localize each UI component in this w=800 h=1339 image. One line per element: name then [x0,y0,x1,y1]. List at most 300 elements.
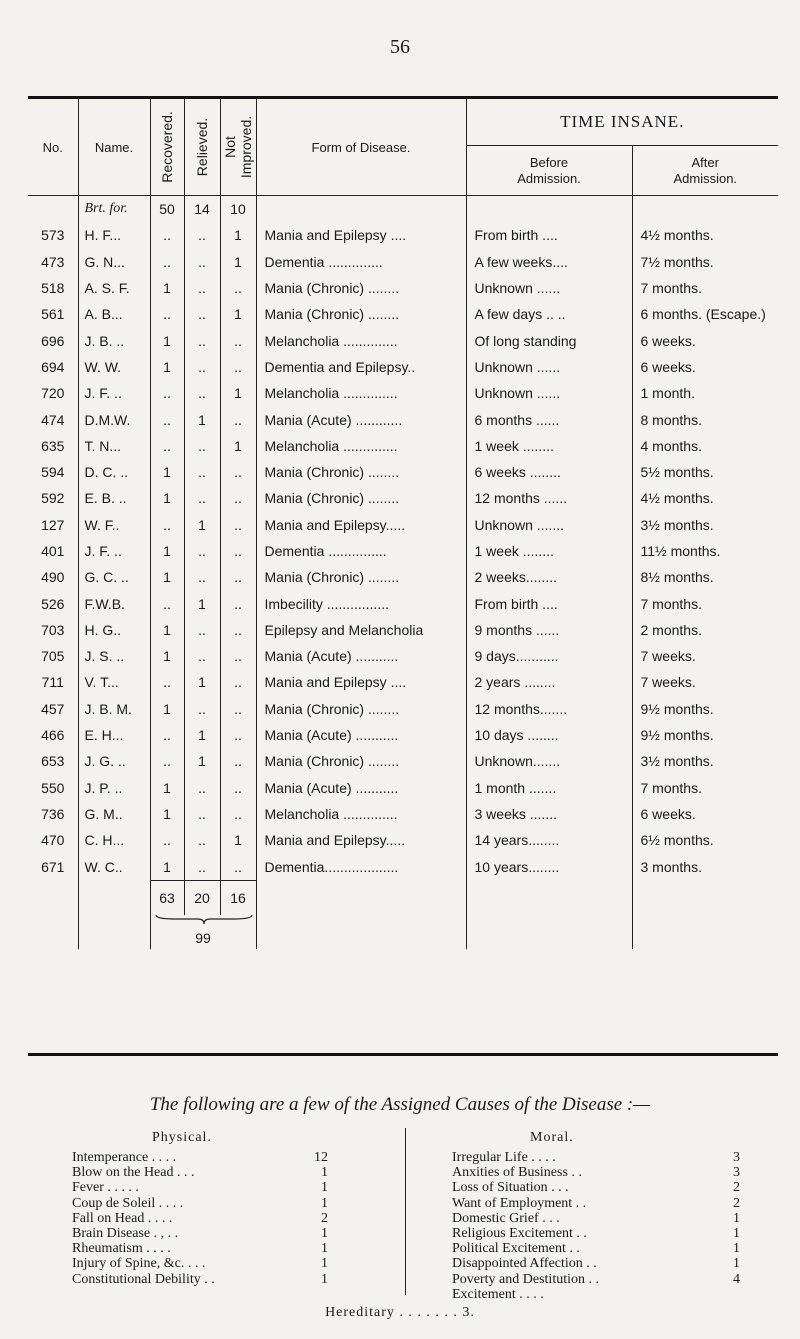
table-row [28,590,778,616]
cause-item [452,1226,750,1241]
row-before-admission: 1 week ........ [466,538,632,564]
row-number: 653 [41,753,65,770]
header-relieved: Relieved. [184,99,220,196]
row-form-of-disease: Imbecility ................ [256,590,466,616]
row-relieved: 1 [184,669,220,695]
row-form-of-disease: Melancholia .............. [256,380,466,406]
row-name: J. B. .. [78,327,150,353]
header-no: No. [28,99,78,196]
cause-count: 4 [733,1271,740,1287]
cause-item [72,1180,362,1195]
row-recovered: .. [150,222,184,248]
table-row [28,538,778,564]
row-after-admission: 8 months. [632,406,778,432]
header-before-admission: Before Admission. [466,146,632,196]
row-number: 694 [41,358,65,375]
row-not-improved: .. [220,748,256,774]
row-relieved: 1 [184,722,220,748]
row-recovered: 1 [150,643,184,669]
row-before-admission: From birth .... [466,222,632,248]
cause-item [452,1256,750,1271]
row-name: G. N... [78,249,150,275]
brought-forward-not-improved: 10 [220,196,256,223]
cause-name: Anxities of Business . . [452,1165,582,1181]
row-after-admission: 6 weeks. [632,327,778,353]
row-relieved: .. [184,301,220,327]
row-not-improved: .. [220,538,256,564]
row-not-improved: .. [220,669,256,695]
row-after-admission: 6 weeks. [632,354,778,380]
row-not-improved: .. [220,512,256,538]
cause-name: Domestic Grief . . . [452,1210,560,1226]
cause-item [72,1165,362,1180]
row-not-improved: .. [220,275,256,301]
row-before-admission: 9 months ...... [466,617,632,643]
row-form-of-disease: Dementia................... [256,853,466,880]
totals-row [28,880,778,915]
table-row [28,722,778,748]
row-number: 573 [41,227,65,244]
row-before-admission: Unknown ...... [466,354,632,380]
row-before-admission: 6 weeks ........ [466,459,632,485]
row-after-admission: 9½ months. [632,722,778,748]
header-recovered: Recovered. [150,99,184,196]
row-name: J. P. .. [78,775,150,801]
cause-item [452,1180,750,1195]
cause-name: Want of Employment . . [452,1195,587,1211]
cause-count: 1 [321,1180,328,1196]
cause-item [72,1226,362,1241]
brought-forward-label: Brt. for. [78,196,150,223]
row-form-of-disease: Melancholia .............. [256,327,466,353]
cause-name: Injury of Spine, &c. . . . [72,1256,206,1272]
row-form-of-disease: Epilepsy and Melancholia [256,617,466,643]
header-not-improved: Not Improved. [220,99,256,196]
row-form-of-disease: Mania (Chronic) ........ [256,301,466,327]
column-divider [405,1128,406,1295]
cause-item [72,1256,362,1271]
bottom-rule [28,1053,778,1056]
row-form-of-disease: Mania (Acute) ............ [256,406,466,432]
cause-item [72,1211,362,1226]
row-name: W. C.. [78,853,150,880]
cause-item [72,1272,362,1287]
row-not-improved: 1 [220,301,256,327]
row-before-admission: Of long standing [466,327,632,353]
row-relieved: .. [184,696,220,722]
row-relieved: .. [184,827,220,853]
row-name: A. B... [78,301,150,327]
cause-name: Loss of Situation . . . [452,1180,569,1196]
cause-item [72,1150,362,1165]
row-not-improved: .. [220,459,256,485]
cause-count: 3 [733,1165,740,1181]
row-after-admission: 11½ months. [632,538,778,564]
discharge-table [28,99,778,949]
row-not-improved: .. [220,853,256,880]
row-name: T. N... [78,433,150,459]
row-form-of-disease: Mania (Chronic) ........ [256,485,466,511]
row-form-of-disease: Mania (Acute) ........... [256,643,466,669]
row-recovered: .. [150,433,184,459]
cause-item [452,1165,750,1180]
row-recovered: 1 [150,459,184,485]
row-relieved: .. [184,775,220,801]
row-relieved: .. [184,538,220,564]
row-name: E. B. .. [78,485,150,511]
row-not-improved: .. [220,643,256,669]
row-after-admission: 7½ months. [632,249,778,275]
table-row [28,512,778,538]
row-relieved: .. [184,853,220,880]
table-row [28,249,778,275]
row-name: H. F... [78,222,150,248]
cause-item [452,1211,750,1226]
row-recovered: .. [150,590,184,616]
row-number: 490 [41,569,65,586]
cause-count: 1 [321,1225,328,1241]
row-before-admission: From birth .... [466,590,632,616]
row-form-of-disease: Mania (Chronic) ........ [256,696,466,722]
cause-count: 1 [321,1271,328,1287]
row-recovered: 1 [150,485,184,511]
cause-item [72,1241,362,1256]
table-cell [256,915,466,949]
table-row [28,801,778,827]
row-recovered: 1 [150,327,184,353]
table-cell [632,880,778,915]
page-number: 56 [390,36,410,58]
row-before-admission: 2 years ........ [466,669,632,695]
row-after-admission: 7 months. [632,275,778,301]
cause-count: 1 [321,1256,328,1272]
row-number: 705 [41,648,65,665]
row-relieved: .. [184,564,220,590]
row-not-improved: 1 [220,433,256,459]
row-recovered: .. [150,301,184,327]
row-not-improved: .. [220,722,256,748]
brought-forward-recovered: 50 [150,196,184,223]
row-number: 696 [41,332,65,349]
table-row [28,643,778,669]
header-form-of-disease: Form of Disease. [256,99,466,196]
row-number: 127 [41,516,65,533]
row-recovered: 1 [150,564,184,590]
row-before-admission: 10 years........ [466,853,632,880]
table-cell [466,880,632,915]
row-after-admission: 9½ months. [632,696,778,722]
row-not-improved: .. [220,617,256,643]
table-cell [28,880,78,915]
brought-forward-row [28,196,778,223]
row-recovered: 1 [150,696,184,722]
row-before-admission: 6 months ...... [466,406,632,432]
moral-heading: Moral. [530,1130,574,1145]
cause-name: Constitutional Debility . . [72,1271,215,1287]
row-relieved: .. [184,459,220,485]
row-not-improved: 1 [220,380,256,406]
row-not-improved: 1 [220,222,256,248]
cause-count: 3 [733,1150,740,1165]
row-number: 457 [41,700,65,717]
cause-name: Fall on Head . . . . [72,1210,173,1226]
row-after-admission: 3½ months. [632,748,778,774]
row-after-admission: 8½ months. [632,564,778,590]
cause-count: 2 [321,1210,328,1226]
row-form-of-disease: Mania (Chronic) ........ [256,275,466,301]
row-after-admission: 1 month. [632,380,778,406]
row-number: 671 [41,858,65,875]
row-recovered: .. [150,380,184,406]
cause-name: Religious Excitement . . [452,1225,587,1241]
row-recovered: .. [150,669,184,695]
row-after-admission: 6 months. (Escape.) [632,301,778,327]
cause-name: Disappointed Affection . . [452,1256,597,1272]
row-form-of-disease: Mania and Epilepsy .... [256,222,466,248]
table-row [28,327,778,353]
table-row [28,301,778,327]
row-recovered: 1 [150,275,184,301]
cause-item [452,1150,750,1165]
row-before-admission: 14 years........ [466,827,632,853]
table-row [28,827,778,853]
row-relieved: .. [184,801,220,827]
row-after-admission: 4 months. [632,433,778,459]
row-before-admission: 9 days........... [466,643,632,669]
row-before-admission: 1 month ....... [466,775,632,801]
row-relieved: .. [184,275,220,301]
row-relieved: .. [184,327,220,353]
row-name: G. M.. [78,801,150,827]
row-number: 561 [41,306,65,323]
row-form-of-disease: Mania (Chronic) ........ [256,459,466,485]
row-relieved: 1 [184,748,220,774]
row-name: J. G. .. [78,748,150,774]
table-row [28,748,778,774]
row-name: J. B. M. [78,696,150,722]
row-relieved: .. [184,222,220,248]
cause-name: Fever . . . . . [72,1180,139,1196]
row-relieved: .. [184,485,220,511]
row-number: 526 [41,595,65,612]
hereditary-line: Hereditary . . . . . . . 3. [325,1305,475,1320]
row-form-of-disease: Dementia ............... [256,538,466,564]
table-row [28,380,778,406]
row-after-admission: 3 months. [632,853,778,880]
row-after-admission: 7 months. [632,775,778,801]
row-number: 474 [41,411,65,428]
row-number: 518 [41,280,65,297]
row-relieved: .. [184,617,220,643]
table-row [28,853,778,880]
row-not-improved: .. [220,327,256,353]
header-name: Name. [78,99,150,196]
row-before-admission: 12 months....... [466,696,632,722]
cause-count: 2 [733,1180,740,1196]
table-cell [632,915,778,949]
moral-causes-list [452,1150,750,1302]
row-relieved: .. [184,643,220,669]
table-cell [632,196,778,223]
row-number: 703 [41,621,65,638]
row-name: D.M.W. [78,406,150,432]
row-recovered: 1 [150,617,184,643]
row-after-admission: 5½ months. [632,459,778,485]
row-recovered: .. [150,249,184,275]
table-row [28,564,778,590]
cause-item [452,1287,750,1302]
row-name: J. F. .. [78,538,150,564]
row-form-of-disease: Mania and Epilepsy..... [256,512,466,538]
cause-count: 1 [733,1256,740,1272]
row-number: 594 [41,464,65,481]
cause-name: Intemperance . . . . [72,1150,177,1165]
row-form-of-disease: Dementia and Epilepsy.. [256,354,466,380]
row-not-improved: 1 [220,249,256,275]
cause-count: 12 [314,1150,328,1165]
row-not-improved: .. [220,590,256,616]
row-after-admission: 4½ months. [632,222,778,248]
row-before-admission: 3 weeks ....... [466,801,632,827]
cause-name: Coup de Soleil . . . . [72,1195,184,1211]
table-cell [28,196,78,223]
row-number: 466 [41,727,65,744]
cause-count: 1 [733,1210,740,1226]
row-recovered: .. [150,722,184,748]
table-row [28,222,778,248]
cause-name: Brain Disease . , . . [72,1225,179,1241]
row-name: C. H... [78,827,150,853]
cause-count: 1 [733,1225,740,1241]
row-recovered: 1 [150,354,184,380]
cause-item [452,1272,750,1287]
row-before-admission: Unknown ...... [466,275,632,301]
row-number: 470 [41,832,65,849]
row-relieved: 1 [184,590,220,616]
cause-count: 1 [733,1241,740,1257]
cause-count: 2 [733,1195,740,1211]
cause-name: Blow on the Head . . . [72,1165,195,1181]
table-row [28,696,778,722]
row-before-admission: A few weeks.... [466,249,632,275]
row-not-improved: .. [220,485,256,511]
total-relieved: 20 [184,880,220,915]
table-row [28,275,778,301]
table-row [28,459,778,485]
row-number: 592 [41,490,65,507]
row-number: 635 [41,437,65,454]
row-before-admission: 12 months ...... [466,485,632,511]
row-not-improved: 1 [220,827,256,853]
cause-name: Rheumatism . . . . [72,1241,171,1257]
row-name: H. G.. [78,617,150,643]
grand-total-cell [150,915,256,949]
row-before-admission: Unknown....... [466,748,632,774]
row-relieved: .. [184,380,220,406]
row-name: V. T... [78,669,150,695]
cause-item [72,1196,362,1211]
row-name: J. F. .. [78,380,150,406]
grand-total-row [28,915,778,949]
table-row [28,617,778,643]
row-form-of-disease: Mania (Chronic) ........ [256,564,466,590]
header-after-admission: After Admission. [632,146,778,196]
row-name: W. F.. [78,512,150,538]
row-name: J. S. .. [78,643,150,669]
row-number: 473 [41,253,65,270]
row-name: G. C. .. [78,564,150,590]
row-number: 401 [41,543,65,559]
header-time-insane: TIME INSANE. [466,99,778,146]
cause-count: 1 [321,1195,328,1211]
row-name: E. H... [78,722,150,748]
row-recovered: .. [150,827,184,853]
row-form-of-disease: Melancholia .............. [256,801,466,827]
row-number: 720 [41,385,65,402]
table-row [28,433,778,459]
row-recovered: .. [150,748,184,774]
row-not-improved: .. [220,775,256,801]
table-cell [466,196,632,223]
total-recovered: 63 [150,880,184,915]
brace-icon [154,915,254,925]
row-not-improved: .. [220,564,256,590]
row-after-admission: 6½ months. [632,827,778,853]
row-not-improved: .. [220,801,256,827]
row-relieved: .. [184,433,220,459]
cause-name: Poverty and Destitution . . [452,1271,599,1287]
row-after-admission: 4½ months. [632,485,778,511]
row-before-admission: 2 weeks........ [466,564,632,590]
row-before-admission: Unknown ...... [466,380,632,406]
cause-item [452,1196,750,1211]
row-form-of-disease: Mania (Acute) ........... [256,775,466,801]
row-recovered: .. [150,512,184,538]
row-after-admission: 2 months. [632,617,778,643]
cause-count: 1 [321,1241,328,1257]
cause-count: 1 [321,1165,328,1181]
table-cell [466,915,632,949]
physical-heading: Physical. [152,1130,212,1145]
row-form-of-disease: Melancholia .............. [256,433,466,459]
row-after-admission: 7 months. [632,590,778,616]
row-relieved: .. [184,249,220,275]
table-row [28,406,778,432]
total-not-improved: 16 [220,880,256,915]
row-after-admission: 3½ months. [632,512,778,538]
table-cell [78,880,150,915]
row-not-improved: .. [220,406,256,432]
row-not-improved: .. [220,696,256,722]
row-before-admission: Unknown ....... [466,512,632,538]
row-name: D. C. .. [78,459,150,485]
cause-name: Excitement . . . . [452,1286,544,1302]
table-cell [256,196,466,223]
row-name: A. S. F. [78,275,150,301]
table-row [28,775,778,801]
row-before-admission: 10 days ........ [466,722,632,748]
row-number: 736 [41,805,65,822]
table-row [28,485,778,511]
table-cell [28,915,78,949]
row-form-of-disease: Mania (Acute) ........... [256,722,466,748]
brought-forward-relieved: 14 [184,196,220,223]
row-after-admission: 6 weeks. [632,801,778,827]
physical-causes-list [72,1150,362,1287]
row-name: W. W. [78,354,150,380]
row-before-admission: A few days .. .. [466,301,632,327]
row-not-improved: .. [220,354,256,380]
